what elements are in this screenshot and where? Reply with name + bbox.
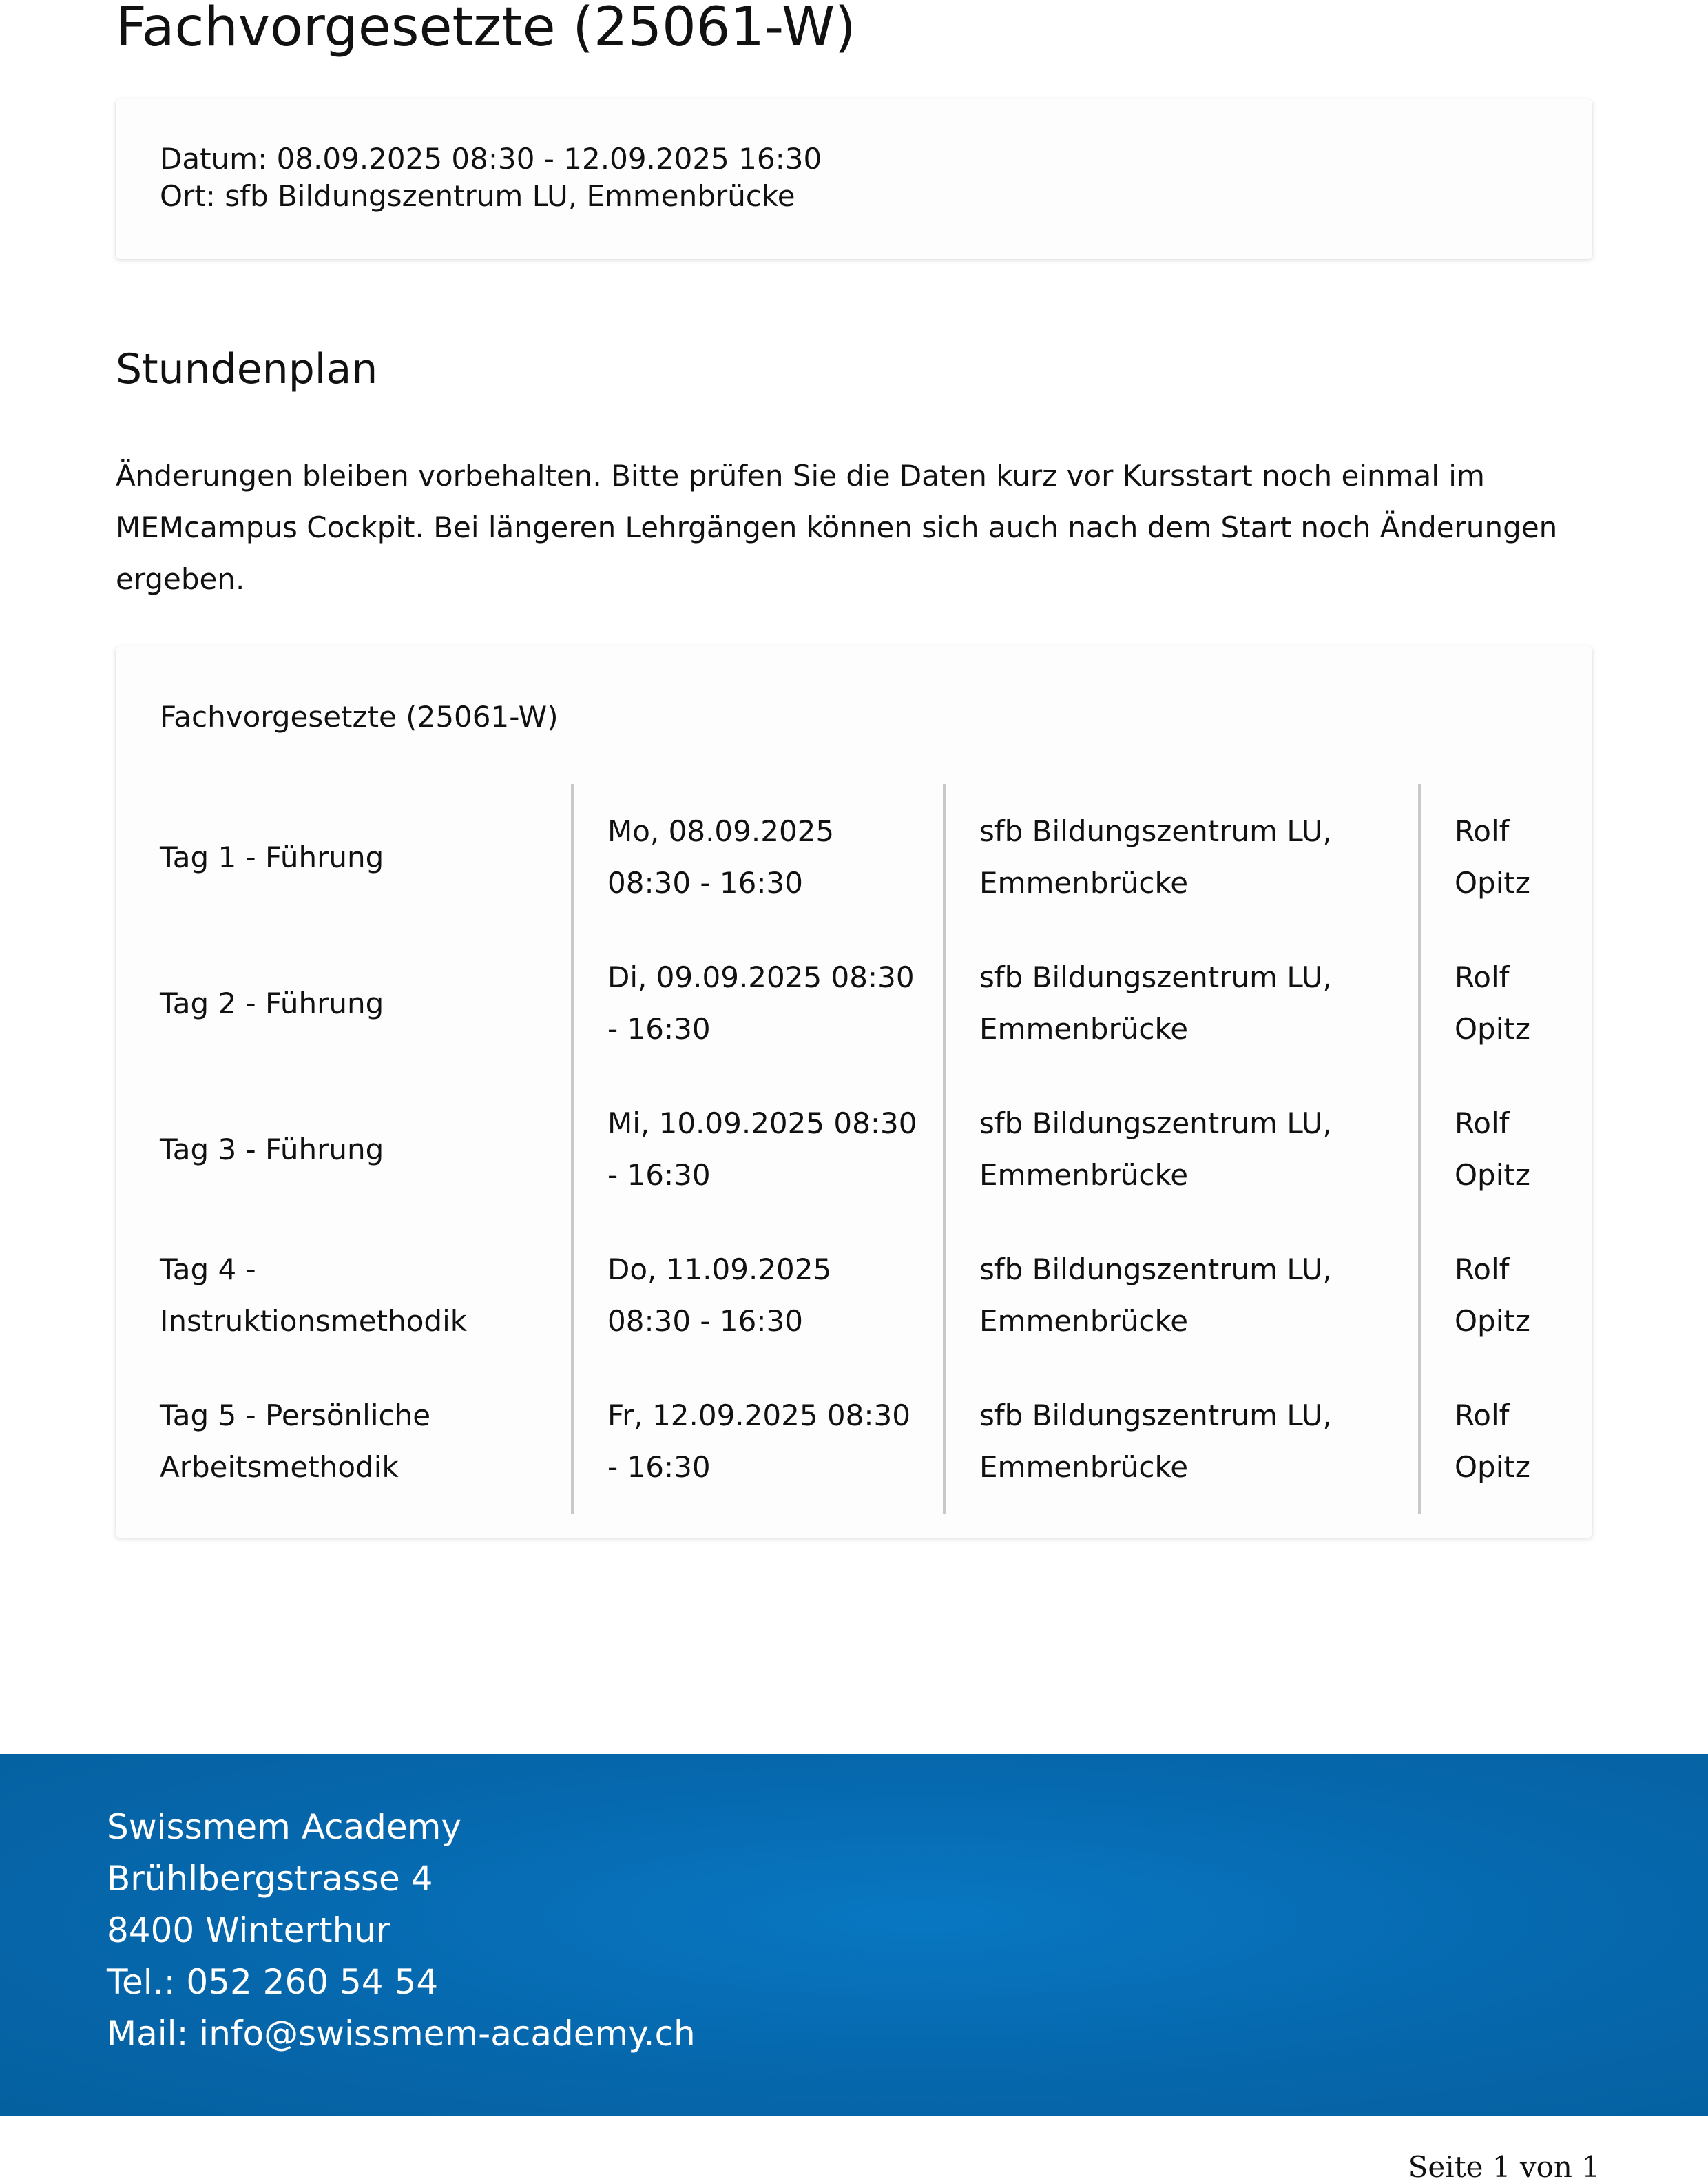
- session-teacher: Rolf Opitz: [1455, 1398, 1530, 1484]
- session-title: Tag 1 - Führung: [160, 840, 384, 874]
- session-teacher: Rolf Opitz: [1455, 1252, 1530, 1338]
- page-number: Seite 1 von 1: [1408, 2150, 1600, 2179]
- schedule-heading: Stundenplan: [116, 345, 378, 393]
- table-row: [160, 930, 1548, 1076]
- session-datetime: Do, 11.09.2025 08:30 - 16:30: [607, 1252, 832, 1338]
- session-title: Tag 2 - Führung: [160, 986, 384, 1020]
- course-location: Ort: sfb Bildungszentrum LU, Emmenbrücke: [160, 179, 795, 213]
- session-datetime: Fr, 12.09.2025 08:30 - 16:30: [607, 1398, 910, 1484]
- course-info-card: [116, 99, 1592, 259]
- session-title: Tag 3 - Führung: [160, 1132, 384, 1166]
- session-location: sfb Bildungszentrum LU, Emmenbrücke: [979, 1252, 1332, 1338]
- footer-email: Mail: info@swissmem-academy.ch: [107, 2014, 696, 2054]
- schedule-table: [160, 784, 1548, 1514]
- session-teacher: Rolf Opitz: [1455, 814, 1530, 900]
- page-title: Fachvorgesetzte (25061-W): [116, 0, 856, 59]
- footer-company: Swissmem Academy: [107, 1807, 461, 1847]
- session-datetime: Mo, 08.09.2025 08:30 - 16:30: [607, 814, 835, 900]
- session-location: sfb Bildungszentrum LU, Emmenbrücke: [979, 1106, 1332, 1192]
- schedule-table-title: Fachvorgesetzte (25061-W): [160, 700, 559, 734]
- session-title: Tag 5 - Persönliche Arbeitsmethodik: [160, 1398, 431, 1484]
- session-location: sfb Bildungszentrum LU, Emmenbrücke: [979, 1398, 1332, 1484]
- course-date: Datum: 08.09.2025 08:30 - 12.09.2025 16:30: [160, 142, 822, 176]
- table-row: [160, 1368, 1548, 1514]
- session-datetime: Mi, 10.09.2025 08:30 - 16:30: [607, 1106, 917, 1192]
- schedule-card: [116, 646, 1592, 1538]
- footer-city: 8400 Winterthur: [107, 1910, 390, 1950]
- footer-contact: [0, 1754, 1708, 2116]
- session-location: sfb Bildungszentrum LU, Emmenbrücke: [979, 960, 1332, 1046]
- table-row: [160, 1076, 1548, 1222]
- schedule-notice: Änderungen bleiben vorbehalten. Bitte prüfen Sie die Daten kurz vor Kursstart noch einmal im MEMcampus Cockpit. Bei längeren Lehrgängen können sich auch nach dem Start noch Änderungen ergeben.: [116, 459, 1558, 596]
- table-row: [160, 784, 1548, 930]
- session-datetime: Di, 09.09.2025 08:30 - 16:30: [607, 960, 915, 1046]
- session-location: sfb Bildungszentrum LU, Emmenbrücke: [979, 814, 1332, 900]
- footer-phone: Tel.: 052 260 54 54: [107, 1962, 439, 2002]
- footer-street: Brühlbergstrasse 4: [107, 1859, 433, 1899]
- session-title: Tag 4 - Instruktionsmethodik: [160, 1252, 468, 1338]
- session-teacher: Rolf Opitz: [1455, 1106, 1530, 1192]
- session-teacher: Rolf Opitz: [1455, 960, 1530, 1046]
- table-row: [160, 1222, 1548, 1368]
